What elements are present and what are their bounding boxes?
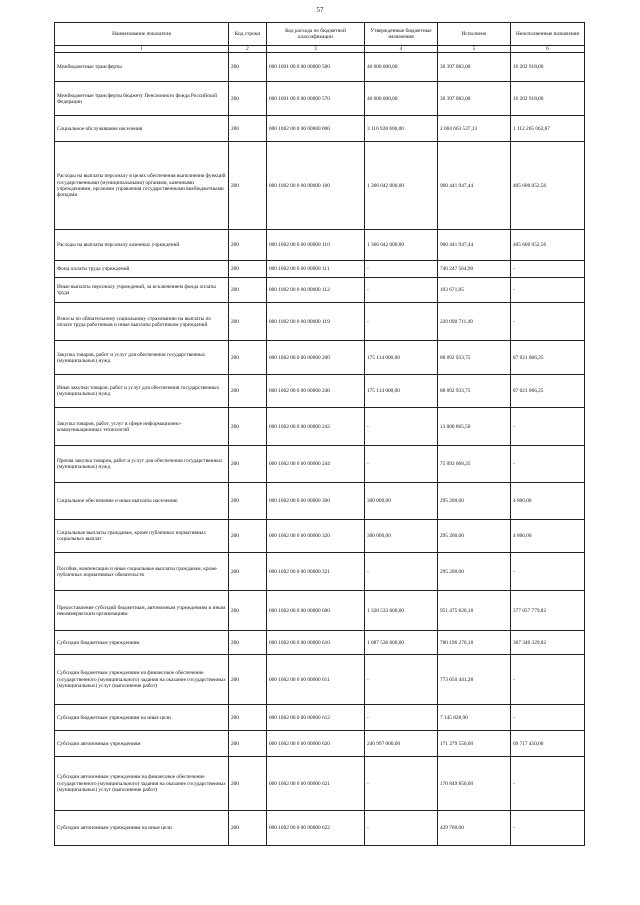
row-executed: 740 247 564,90 <box>438 261 511 278</box>
row-name: Взносы по обязательному социальному страхованию на выплаты по оплате труда работников и иные выплаты работникам учреждений <box>55 303 229 341</box>
row-executed: 960 441 947,44 <box>438 230 511 261</box>
row-name: Социальные выплаты гражданам, кроме публичных нормативных социальных выплат <box>55 520 229 553</box>
row-approved: 3 116 928 600,00 <box>365 116 438 142</box>
row-line-code: 200 <box>229 731 267 757</box>
row-unexecuted: - <box>511 655 585 705</box>
row-executed: 295 200,00 <box>438 520 511 553</box>
row-expense-code: 000 1002 00 0 00 00000 100 <box>267 142 365 230</box>
table-row <box>55 731 585 757</box>
table-row <box>55 278 585 303</box>
row-unexecuted: 377 057 779,82 <box>511 591 585 631</box>
row-line-code: 200 <box>229 375 267 408</box>
table-row <box>55 375 585 408</box>
row-executed: 429 700,00 <box>438 811 511 846</box>
row-name: Расходы на выплаты персоналу казенных учреждений <box>55 230 229 261</box>
row-unexecuted: 16 202 918,00 <box>511 82 585 116</box>
row-unexecuted: - <box>511 705 585 731</box>
row-line-code: 200 <box>229 811 267 846</box>
column-number: 1 <box>55 46 229 53</box>
row-line-code: 200 <box>229 82 267 116</box>
column-number: 5 <box>438 46 511 53</box>
row-line-code: 200 <box>229 483 267 520</box>
row-expense-code: 000 1002 00 0 00 00000 119 <box>267 303 365 341</box>
row-line-code: 200 <box>229 230 267 261</box>
column-number: 6 <box>511 46 585 53</box>
row-executed: 780 196 270,18 <box>438 631 511 655</box>
row-approved: 300 000,00 <box>365 520 438 553</box>
row-expense-code: 000 1002 00 0 00 00000 242 <box>267 408 365 446</box>
table-row <box>55 520 585 553</box>
table-row <box>55 116 585 142</box>
header-row <box>55 23 585 46</box>
row-executed: 88 092 933,75 <box>438 341 511 375</box>
row-name: Субсидии бюджетным учреждениям на финансовое обеспечение государственного (муниципального) задания на оказание государственных (муниципальных) услуг (выполнение работ) <box>55 655 229 705</box>
table-row <box>55 142 585 230</box>
row-line-code: 200 <box>229 303 267 341</box>
row-approved: - <box>365 261 438 278</box>
row-approved: 46 600 000,00 <box>365 53 438 82</box>
row-executed: 30 397 082,00 <box>438 53 511 82</box>
row-unexecuted: - <box>511 811 585 846</box>
row-name: Предоставление субсидий бюджетным, автономным учреждениям и иным некоммерческим организациям <box>55 591 229 631</box>
row-unexecuted: 87 021 066,25 <box>511 375 585 408</box>
row-line-code: 200 <box>229 53 267 82</box>
row-expense-code: 000 1002 00 0 00 00000 200 <box>267 341 365 375</box>
row-expense-code: 000 1002 00 0 00 00000 110 <box>267 230 365 261</box>
row-expense-code: 000 1002 00 0 00 00000 610 <box>267 631 365 655</box>
table-row <box>55 655 585 705</box>
header-expense-code: Код расхода по бюджетной классификации <box>267 23 365 46</box>
row-expense-code: 000 1002 00 0 00 00000 611 <box>267 655 365 705</box>
table-row <box>55 446 585 483</box>
table-row <box>55 341 585 375</box>
row-expense-code: 000 1002 00 0 00 00000 620 <box>267 731 365 757</box>
row-expense-code: 000 1002 00 0 00 00000 000 <box>267 116 365 142</box>
row-executed: 2 004 663 537,13 <box>438 116 511 142</box>
header-indicator-name: Наименование показателя <box>55 23 229 46</box>
row-executed: 960 441 947,44 <box>438 142 511 230</box>
row-unexecuted: 405 600 052,56 <box>511 230 585 261</box>
row-expense-code: 000 1001 00 0 00 00000 570 <box>267 82 365 116</box>
table-row <box>55 757 585 811</box>
row-executed: 171 279 550,00 <box>438 731 511 757</box>
row-unexecuted: 69 717 450,00 <box>511 731 585 757</box>
row-name: Прочая закупка товаров, работ и услуг для обеспечения государственных (муниципальных) нужд <box>55 446 229 483</box>
row-line-code: 200 <box>229 705 267 731</box>
row-name: Иные выплаты персоналу учреждений, за исключением фонда оплаты труда <box>55 278 229 303</box>
row-line-code: 200 <box>229 631 267 655</box>
table-body <box>55 53 585 846</box>
row-approved: - <box>365 553 438 591</box>
row-executed: 103 671,05 <box>438 278 511 303</box>
row-executed: 951 475 820,18 <box>438 591 511 631</box>
table-row <box>55 631 585 655</box>
row-executed: 220 090 711,49 <box>438 303 511 341</box>
row-unexecuted: - <box>511 408 585 446</box>
row-expense-code: 000 1002 00 0 00 00000 320 <box>267 520 365 553</box>
row-name: Иные закупки товаров, работ и услуг для обеспечения государственных (муниципальных) нужд <box>55 375 229 408</box>
header-approved: Утвержденные бюджетные назначения <box>365 23 438 46</box>
row-approved: 1 328 533 600,00 <box>365 591 438 631</box>
row-line-code: 200 <box>229 553 267 591</box>
row-line-code: 200 <box>229 591 267 631</box>
row-name: Социальное обслуживание населения <box>55 116 229 142</box>
row-executed: 170 849 850,00 <box>438 757 511 811</box>
page-number: 57 <box>316 6 324 14</box>
row-approved: - <box>365 446 438 483</box>
row-approved: - <box>365 705 438 731</box>
row-expense-code: 000 1002 00 0 00 00000 321 <box>267 553 365 591</box>
row-expense-code: 000 1002 00 0 00 00000 112 <box>267 278 365 303</box>
row-unexecuted: - <box>511 553 585 591</box>
row-unexecuted: 87 021 066,25 <box>511 341 585 375</box>
row-line-code: 200 <box>229 278 267 303</box>
column-number: 2 <box>229 46 267 53</box>
row-name: Субсидии автономным учреждениям на финансовое обеспечение государственного (муниципального) задания на оказание государственных (муниципальных) услуг (выполнение работ) <box>55 757 229 811</box>
row-executed: 75 092 068,25 <box>438 446 511 483</box>
table-row <box>55 811 585 846</box>
row-unexecuted: 4 800,00 <box>511 520 585 553</box>
row-executed: 773 050 441,28 <box>438 655 511 705</box>
row-executed: 295 200,00 <box>438 553 511 591</box>
row-approved: - <box>365 303 438 341</box>
row-expense-code: 000 1002 00 0 00 00000 612 <box>267 705 365 731</box>
row-approved: 300 000,00 <box>365 483 438 520</box>
row-unexecuted: 405 600 052,56 <box>511 142 585 230</box>
row-approved: - <box>365 278 438 303</box>
row-line-code: 200 <box>229 446 267 483</box>
row-unexecuted: - <box>511 303 585 341</box>
table-row <box>55 705 585 731</box>
budget-execution-table <box>54 22 585 846</box>
row-name: Субсидии автономным учреждениям на иные цели <box>55 811 229 846</box>
column-number: 4 <box>365 46 438 53</box>
row-line-code: 200 <box>229 116 267 142</box>
row-line-code: 200 <box>229 261 267 278</box>
table-row <box>55 82 585 116</box>
table-row <box>55 553 585 591</box>
row-line-code: 200 <box>229 655 267 705</box>
header-unexecuted: Неисполненные назначения <box>511 23 585 46</box>
row-expense-code: 000 1002 00 0 00 00000 244 <box>267 446 365 483</box>
row-expense-code: 000 1001 00 0 00 00000 500 <box>267 53 365 82</box>
row-name: Закупка товаров, работ, услуг в сфере информационно-коммуникационных технологий <box>55 408 229 446</box>
row-approved: - <box>365 655 438 705</box>
row-expense-code: 000 1002 00 0 00 00000 240 <box>267 375 365 408</box>
table-row <box>55 53 585 82</box>
table-row <box>55 591 585 631</box>
row-name: Фонд оплаты труда учреждений <box>55 261 229 278</box>
row-executed: 13 000 865,50 <box>438 408 511 446</box>
table-row <box>55 230 585 261</box>
row-approved: 1 087 536 600,00 <box>365 631 438 655</box>
header-line-code: Код строки <box>229 23 267 46</box>
table-row <box>55 408 585 446</box>
row-name: Субсидии автономным учреждениям <box>55 731 229 757</box>
row-expense-code: 000 1002 00 0 00 00000 111 <box>267 261 365 278</box>
row-expense-code: 000 1002 00 0 00 00000 300 <box>267 483 365 520</box>
row-executed: 7 145 828,90 <box>438 705 511 731</box>
row-name: Социальное обеспечение и иные выплаты населению <box>55 483 229 520</box>
row-expense-code: 000 1002 00 0 00 00000 621 <box>267 757 365 811</box>
row-name: Субсидии бюджетным учреждениям <box>55 631 229 655</box>
row-line-code: 200 <box>229 757 267 811</box>
row-name: Пособия, компенсации и иные социальные выплаты гражданам, кроме публичных нормативных обязательств <box>55 553 229 591</box>
table-row <box>55 483 585 520</box>
row-approved: 1 366 042 000,00 <box>365 142 438 230</box>
row-executed: 295 200,00 <box>438 483 511 520</box>
row-approved: 46 600 000,00 <box>365 82 438 116</box>
row-approved: - <box>365 811 438 846</box>
row-unexecuted: - <box>511 446 585 483</box>
row-line-code: 200 <box>229 341 267 375</box>
row-executed: 30 397 082,00 <box>438 82 511 116</box>
row-expense-code: 000 1002 00 0 00 00000 622 <box>267 811 365 846</box>
row-approved: - <box>365 757 438 811</box>
row-unexecuted: 4 800,00 <box>511 483 585 520</box>
row-line-code: 200 <box>229 142 267 230</box>
row-unexecuted: 1 112 265 062,87 <box>511 116 585 142</box>
column-number: 3 <box>267 46 365 53</box>
row-name: Закупка товаров, работ и услуг для обеспечения государственных (муниципальных) нужд <box>55 341 229 375</box>
row-approved: 175 114 000,00 <box>365 375 438 408</box>
row-approved: 240 997 000,00 <box>365 731 438 757</box>
row-unexecuted: 16 202 918,00 <box>511 53 585 82</box>
row-unexecuted: - <box>511 757 585 811</box>
table-row <box>55 261 585 278</box>
row-approved: 1 366 042 000,00 <box>365 230 438 261</box>
row-approved: 175 114 000,00 <box>365 341 438 375</box>
row-approved: - <box>365 408 438 446</box>
row-executed: 88 092 933,75 <box>438 375 511 408</box>
row-name: Расходы на выплаты персоналу в целях обеспечения выполнения функций государственными (муниципальными) органами, казенными учреждениями, органами управления государственными внебюджетными фондами <box>55 142 229 230</box>
row-unexecuted: - <box>511 278 585 303</box>
row-name: Межбюджетные трансферты <box>55 53 229 82</box>
header-executed: Исполнено <box>438 23 511 46</box>
row-name: Межбюджетные трансферты бюджету Пенсионного фонда Российской Федерации <box>55 82 229 116</box>
row-expense-code: 000 1002 00 0 00 00000 600 <box>267 591 365 631</box>
column-number-row <box>55 46 585 53</box>
row-unexecuted: - <box>511 261 585 278</box>
table-row <box>55 303 585 341</box>
row-line-code: 200 <box>229 520 267 553</box>
row-unexecuted: 307 340 329,82 <box>511 631 585 655</box>
row-name: Субсидии бюджетным учреждениям на иные цели <box>55 705 229 731</box>
row-line-code: 200 <box>229 408 267 446</box>
